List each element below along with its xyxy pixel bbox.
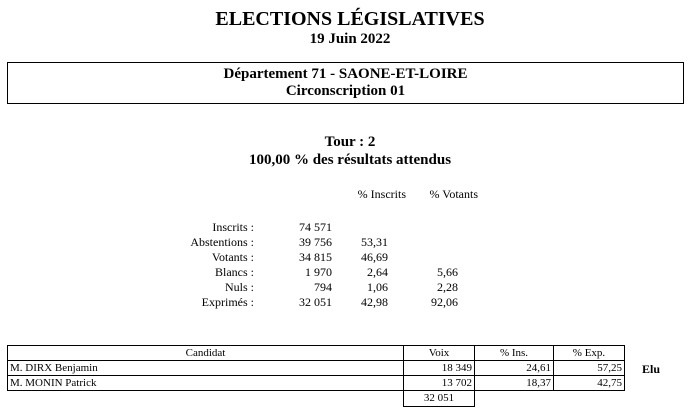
stats-value: 32 051 <box>299 295 332 309</box>
stats-value: 74 571 <box>299 220 332 234</box>
stats-label: Abstentions : <box>190 235 254 249</box>
candidate-pct-exp: 42,75 <box>553 375 625 391</box>
stats-value: 39 756 <box>299 235 332 249</box>
table-header-pct-ins: % Ins. <box>474 345 554 361</box>
stats-header-pct-votants: % Votants <box>429 187 478 201</box>
stats-label: Inscrits : <box>212 220 254 234</box>
table-header-voix: Voix <box>403 345 475 361</box>
stats-value: 34 815 <box>299 250 332 264</box>
stats-label: Votants : <box>211 250 254 264</box>
circonscription-name: Circonscription 01 <box>285 83 406 99</box>
stats-pct-votants: 92,06 <box>431 295 458 309</box>
page-title: ELECTIONS LÉGISLATIVES <box>215 8 485 30</box>
stats-pct-inscrits: 46,69 <box>361 250 388 264</box>
stats-value: 1 970 <box>305 265 332 279</box>
candidate-pct-ins: 24,61 <box>474 360 554 376</box>
stats-label: Nuls : <box>224 280 254 294</box>
stats-pct-inscrits: 53,31 <box>361 235 388 249</box>
stats-pct-inscrits: 1,06 <box>367 280 388 294</box>
stats-value: 794 <box>314 280 332 294</box>
candidate-voix: 13 702 <box>403 375 475 391</box>
stats-pct-inscrits: 2,64 <box>367 265 388 279</box>
candidate-voix: 18 349 <box>403 360 475 376</box>
stats-header-pct-inscrits: % Inscrits <box>357 187 406 201</box>
candidate-name: M. DIRX Benjamin <box>7 360 404 376</box>
stats-label: Blancs : <box>215 265 254 279</box>
candidate-pct-ins: 18,37 <box>474 375 554 391</box>
department-name: Département 71 - SAONE-ET-LOIRE <box>223 66 468 82</box>
election-date: 19 Juin 2022 <box>309 31 391 47</box>
elected-badge: Elu <box>642 362 661 376</box>
department-box <box>7 62 684 104</box>
candidate-name: M. MONIN Patrick <box>7 375 404 391</box>
stats-pct-votants: 2,28 <box>437 280 458 294</box>
table-header-candidat: Candidat <box>7 345 404 361</box>
total-voix: 32 051 <box>403 390 475 407</box>
candidate-pct-exp: 57,25 <box>553 360 625 376</box>
round-label: Tour : 2 <box>324 134 376 150</box>
stats-pct-votants: 5,66 <box>437 265 458 279</box>
stats-label: Exprimés : <box>201 295 254 309</box>
results-expected-label: 100,00 % des résultats attendus <box>248 152 452 168</box>
stats-pct-inscrits: 42,98 <box>361 295 388 309</box>
table-header-pct-exp: % Exp. <box>553 345 625 361</box>
